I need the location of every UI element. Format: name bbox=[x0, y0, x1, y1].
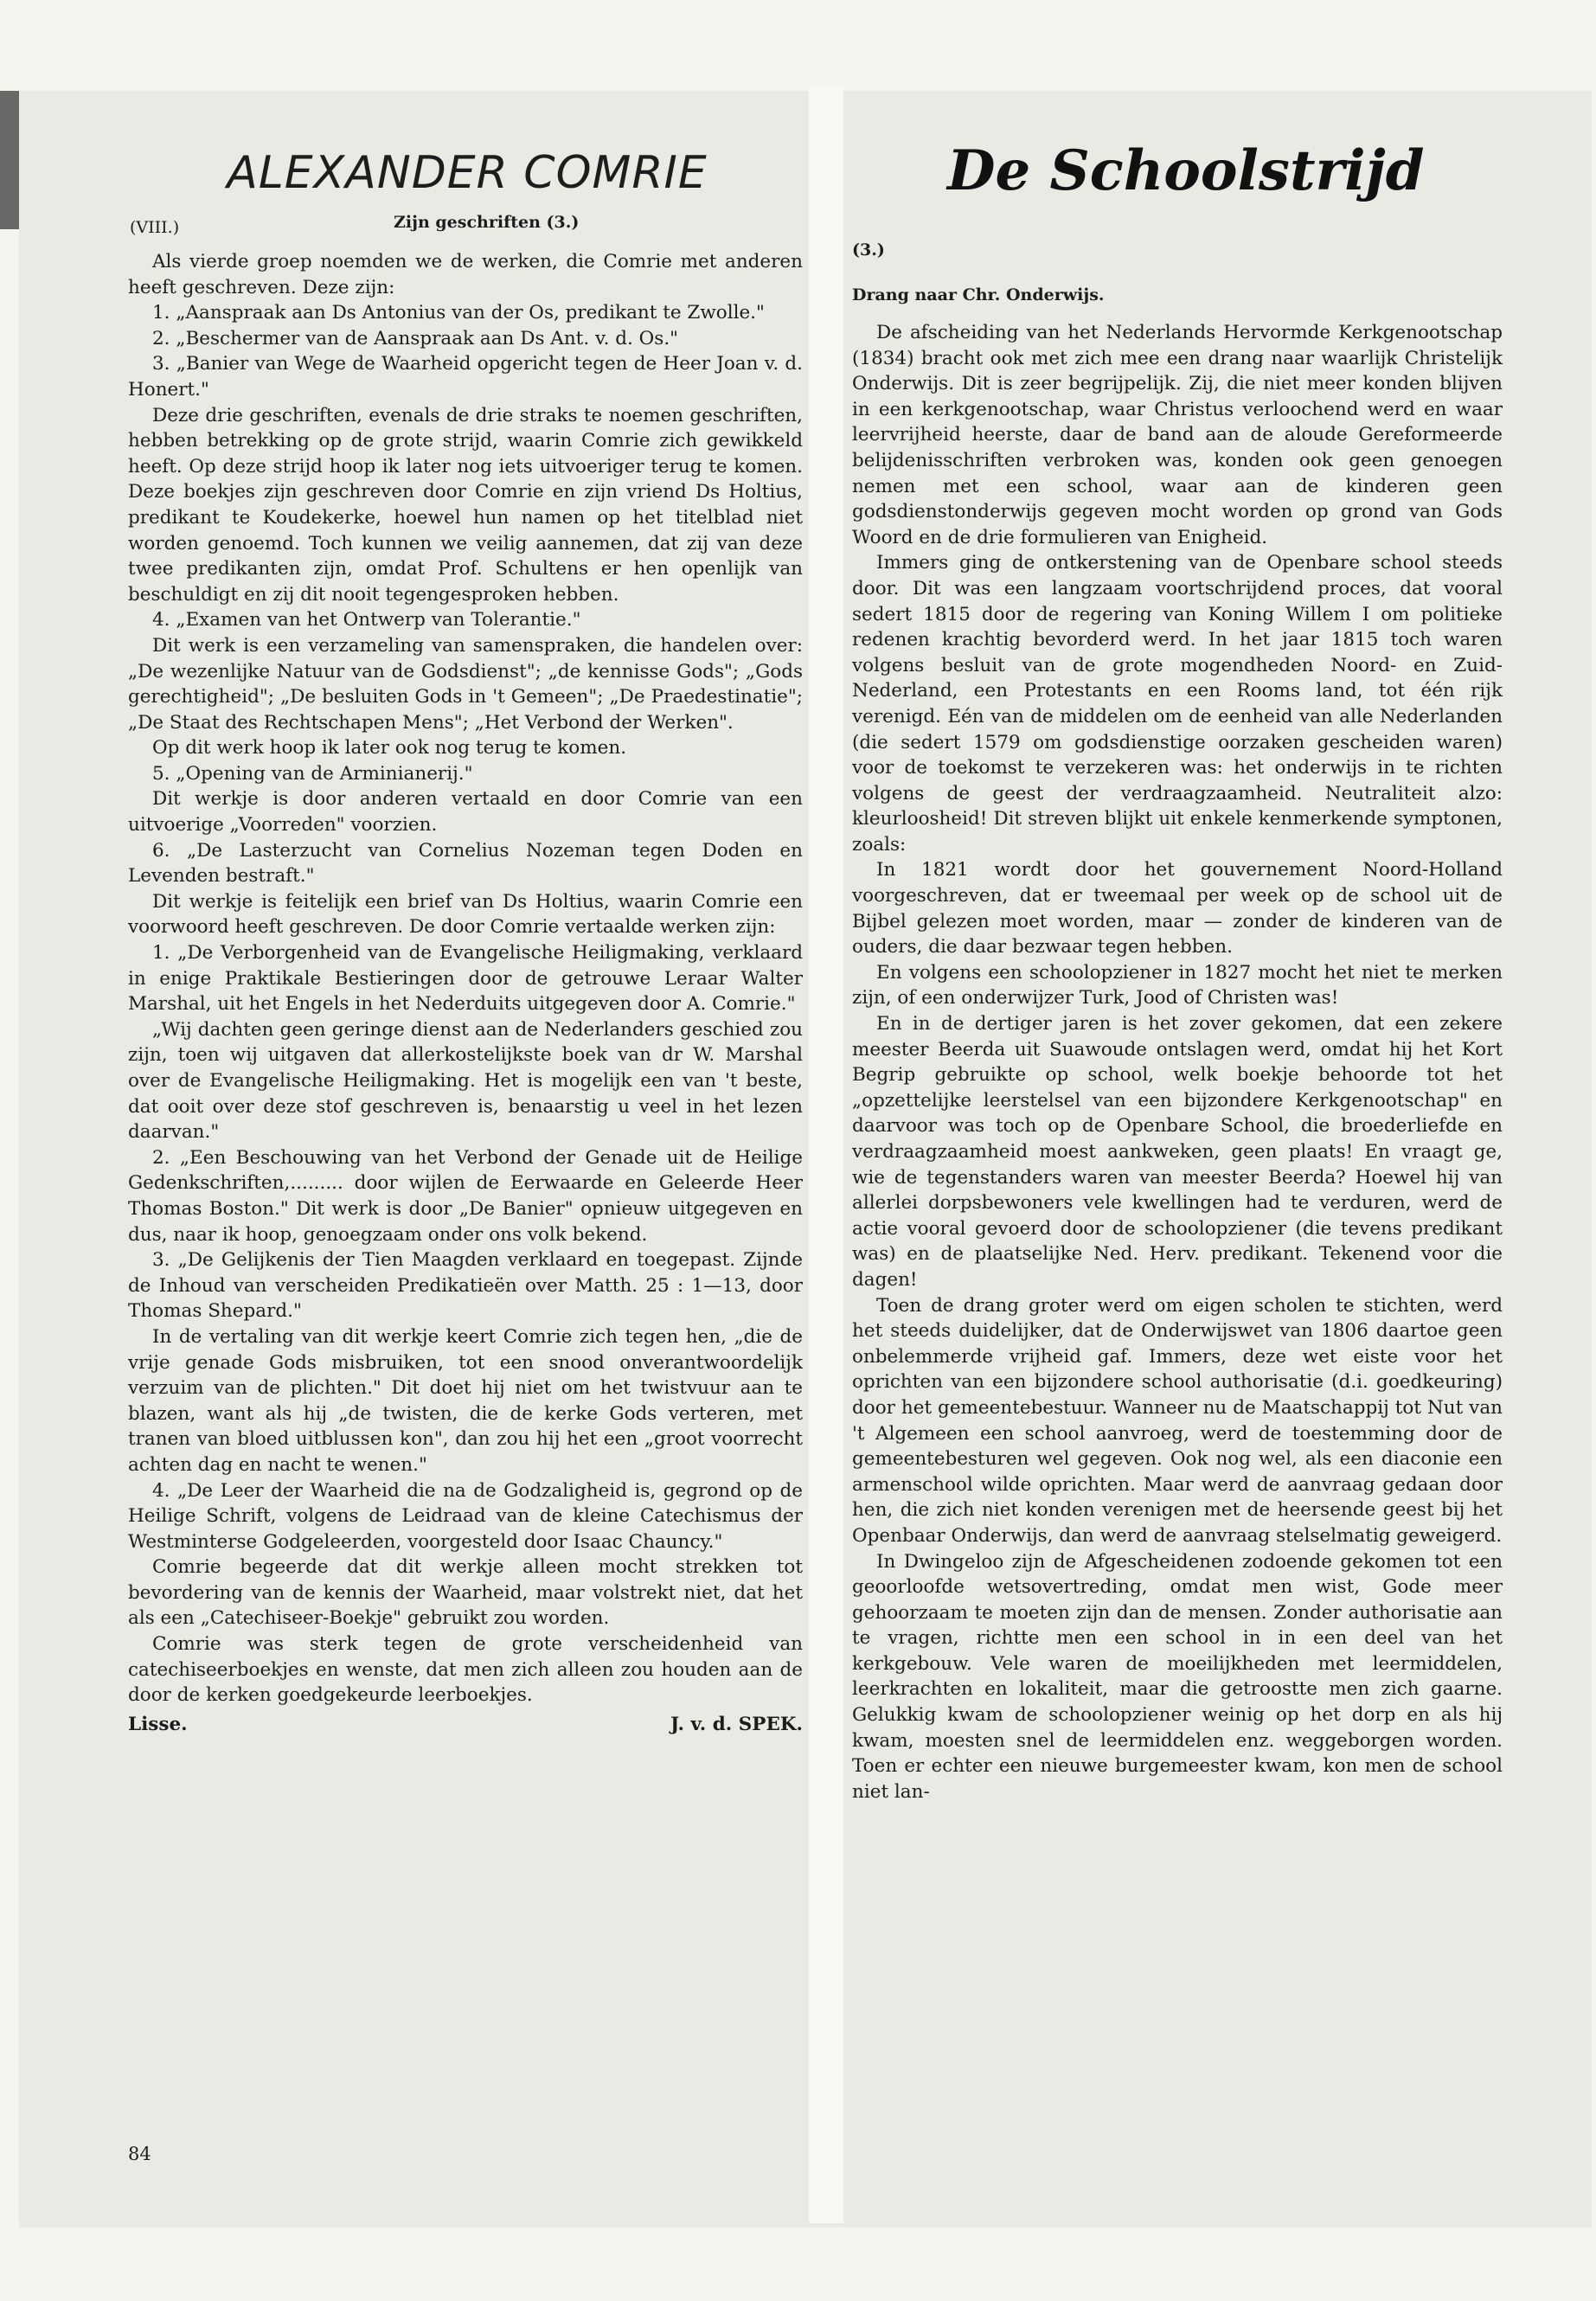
paragraph: 1. „Aanspraak aan Ds Antonius van der Os, predikant te Zwolle." bbox=[152, 302, 765, 324]
page-number: 84 bbox=[128, 2144, 151, 2164]
paragraph: Comrie was sterk tegen de grote verscheidenheid van catechiseerboekjes en wenste, dat men zich alleen zou houden aan de door de kerken goedgekeurde leerboekjes. bbox=[128, 1633, 803, 1707]
paragraph: 5. „Opening van de Arminianerij." bbox=[152, 762, 473, 785]
paragraph: 2. „Een Beschouwing van het Verbond der Genade uit de Heilige Gedenkschriften,......... door wijlen de Eerwaarde en Geleerde Heer Thomas Boston." Dit werk is door „De Banier" opnieuw uitgegeven en dus, naar ik hoop, genoegzaam onder ons volk bekend. bbox=[128, 1146, 803, 1246]
paragraph: En volgens een schoolopziener in 1827 mocht het niet te merken zijn, of een onderwijzer Turk, Jood of Christen was! bbox=[852, 961, 1503, 1009]
paragraph: Dit werkje is feitelijk een brief van Ds Holtius, waarin Comrie een voorwoord heeft geschreven. De door Comrie vertaalde werken zijn: bbox=[128, 890, 803, 939]
place: Lisse. bbox=[128, 1713, 188, 1735]
right-section-heading: Drang naar Chr. Onderwijs. bbox=[852, 285, 1105, 304]
paragraph: 3. „Banier van Wege de Waarheid opgericht tegen de Heer Joan v. d. Honert." bbox=[128, 353, 803, 401]
paragraph: In Dwingeloo zijn de Afgescheidenen zodoende gekomen tot een geoorloofde wetsovertreding, omdat men wist, Gode meer gehoorzaam te moeten zijn dan de mensen. Zonder authorisatie aan te vragen, richtte men een school in in een deel van het kerkgebouw. Vele waren de moeilijkheden met leermiddelen, leerkrachten en lokaliteit, maar die getroostte men zich gaarne. Gelukkig kwam de schoolopziener weinig op het dorp en als hij kwam, moesten snel de leermiddelen enz. weggeborgen worden. Toen er echter een nieuwe burgemeester kwam, kon men de school niet lan- bbox=[852, 1550, 1503, 1803]
paragraph: Deze drie geschriften, evenals de drie straks te noemen geschriften, hebben betrekking op de grote strijd, waarin Comrie zich gewikkeld heeft. Op deze strijd hoop ik later nog iets uitvoeriger terug te komen. Deze boekjes zijn geschreven door Comrie en zijn vriend Ds Holtius, predikant te Koudekerke, hoewel hun namen op het titelblad niet worden genoemd. Toch kunnen we veilig aannemen, dat zij van deze twee predikanten zijn, omdat Prof. Schultens er hen openlijk van beschuldigt en zij dit nooit tegengesproken hebben. bbox=[128, 404, 803, 606]
left-article-title: ALEXANDER COMRIE bbox=[227, 147, 708, 199]
paragraph: De afscheiding van het Nederlands Hervormde Kerkgenootschap (1834) bracht ook met zich mee een drang naar waarlijk Christelijk Onderwijs. Dit is zeer begrijpelijk. Zij, die niet meer konden blijven in een kerkgenootschap, waar Christus verloochend werd en waar leervrijheid heerste, daar de band aan de aloude Gereformeerde belijdenisschriften verbroken was, konden ook geen genoegen nemen met een school, waar aan de kinderen geen godsdienstonderwijs gegeven mocht worden op grond van Gods Woord en de drie formulieren van Enigheid. bbox=[852, 322, 1503, 548]
paragraph: Immers ging de ontkerstening van de Openbare school steeds door. Dit was een langzaam voortschrijdend proces, dat vooral sedert 1815 door de regering van Koning Willem I om politieke redenen krachtig bevorderd werd. In het jaar 1815 toch waren volgens besluit van de grote mogendheden Noord- en Zuid-Nederland, een Protestants en een Rooms land, tot één rijk verenigd. Eén van de middelen om de eenheid van alle Nederlanden (die sedert 1579 om godsdienstige oorzaken gescheiden waren) voor de toekomst te verzekeren was: het onderwijs in te richten volgens de geest der verdraagzaamheid. Neutraliteit alzo: kleurloosheid! Dit streven blijkt uit enkele kenmerkende symptonen, zoals: bbox=[852, 552, 1503, 856]
paragraph: Dit werkje is door anderen vertaald en door Comrie van een uitvoerige „Voorreden" voorzien. bbox=[128, 788, 803, 836]
paragraph: 3. „De Gelijkenis der Tien Maagden verklaard en toegepast. Zijnde de Inhoud van verscheiden Predikatieën over Matth. 25 : 1—13, door Thomas Shepard." bbox=[128, 1249, 803, 1323]
right-article-title: De Schoolstrijd bbox=[947, 138, 1425, 203]
paragraph: 4. „Examen van het Ontwerp van Tolerantie." bbox=[152, 609, 581, 631]
scan-edge-mark bbox=[0, 91, 19, 229]
left-section-heading: Zijn geschriften (3.) bbox=[394, 213, 580, 232]
author: J. v. d. SPEK. bbox=[670, 1713, 803, 1735]
paragraph: Comrie begeerde dat dit werkje alleen mocht strekken tot bevordering van de kennis der Waarheid, maar volstrekt niet, dat het als een „Catechiseer-Boekje" gebruikt zou worden. bbox=[128, 1556, 803, 1630]
right-article-body bbox=[852, 320, 1503, 1804]
paragraph: Toen de drang groter werd om eigen scholen te stichten, werd het steeds duidelijker, dat de Onderwijswet van 1806 daartoe geen onbelemmerde vrijheid gaf. Immers, deze wet eiste voor het oprichten van een bijzondere school authorisatie (d.i. goedkeuring) door het gemeentebestuur. Wanneer nu de Maatschappij tot Nut van 't Algemeen een school aanvroeg, werd de toestemming door de gemeentebesturen wel gegeven. Ook nog wel, als een diaconie een armenschool wilde oprichten. Maar werd de aanvraag gedaan door hen, die zich niet konden verenigen met de heersende geest bij het Openbaar Onderwijs, dan werd de aanvraag stelselmatig geweigerd. bbox=[852, 1294, 1503, 1547]
paragraph: Als vierde groep noemden we de werken, die Comrie met anderen heeft geschreven. Deze zijn: bbox=[128, 251, 803, 298]
right-section-number: (3.) bbox=[852, 240, 885, 260]
paragraph: 6. „De Lasterzucht van Cornelius Nozeman tegen Doden en Levenden bestraft." bbox=[128, 839, 803, 888]
paragraph: 2. „Beschermer van de Aanspraak aan Ds Ant. v. d. Os." bbox=[152, 327, 679, 349]
signature-row bbox=[128, 1712, 803, 1738]
paragraph: 4. „De Leer der Waarheid die na de Godzaligheid is, gegrond op de Heilige Schrift, volgens de Leidraad van de kleine Catechismus der Westminterse Godgeleerden, voorgesteld door Isaac Chauncy." bbox=[128, 1479, 803, 1553]
paragraph: 1. „De Verborgenheid van de Evangelische Heiligmaking, verklaard in enige Praktikale Bestieringen door de getrouwe Leraar Walter Marshal, uit het Engels in het Nederduits uitgegeven door A. Comrie." bbox=[128, 942, 803, 1016]
page-gutter bbox=[809, 87, 843, 2223]
paragraph: „Wij dachten geen geringe dienst aan de Nederlanders geschied zou zijn, toen wij uitgaven dat allerkostelijkste boek van dr W. Marshal over de Evangelische Heiligmaking. Het is mogelijk een van 't beste, dat ooit over deze stof geschreven is, benaarstig u veel in het lezen daarvan." bbox=[128, 1018, 803, 1144]
left-section-number: (VIII.) bbox=[130, 218, 180, 237]
paragraph: In 1821 wordt door het gouvernement Noord-Holland voorgeschreven, dat er tweemaal per week op de school uit de Bijbel gelezen moet worden, maar — zonder de kinderen van de ouders, die daar bezwaar tegen hebben. bbox=[852, 859, 1503, 958]
paragraph: Dit werk is een verzameling van samenspraken, die handelen over: „De wezenlijke Natuur van de Godsdienst"; „de kennisse Gods"; „Gods gerechtigheid"; „De besluiten Gods in 't Gemeen"; „De Praedestinatie"; „De Staat des Rechtschapen Mens"; „Het Verbond der Werken". bbox=[128, 634, 803, 734]
paragraph: In de vertaling van dit werkje keert Comrie zich tegen hen, „die de vrije genade Gods misbruiken, tot een snood onverantwoordelijk verzuim van de plichten." Dit doet hij niet om het twistvuur aan te blazen, want als hij „de twisten, die de kerke Gods verteren, met tranen van bloed uitblussen kon", dan zou hij het een „groot voorrecht achten dag en nacht te wenen." bbox=[128, 1325, 803, 1476]
paragraph: En in de dertiger jaren is het zover gekomen, dat een zekere meester Beerda uit Suawoude ontslagen werd, omdat hij het Kort Begrip gebruikte op school, welk boekje behoorde tot het „opzettelijke leerstelsel van een bijzondere Kerkgenootschap" en daarvoor was toch op de Openbare School, die broederliefde en verdraagzaamheid moest aankweken, geen plaats! En vraagt ge, wie de tegenstanders waren van meester Beerda? Hoewel hij van allerlei dorpsbewoners vele kwellingen had te verduren, werd de actie vooral gevoerd door de schoolopziener (die tevens predikant was) en de plaatselijke Ned. Herv. predikant. Tekenend voor die dagen! bbox=[852, 1013, 1503, 1291]
paragraph: Op dit werk hoop ik later ook nog terug te komen. bbox=[152, 737, 627, 760]
left-article-body bbox=[128, 249, 803, 1737]
